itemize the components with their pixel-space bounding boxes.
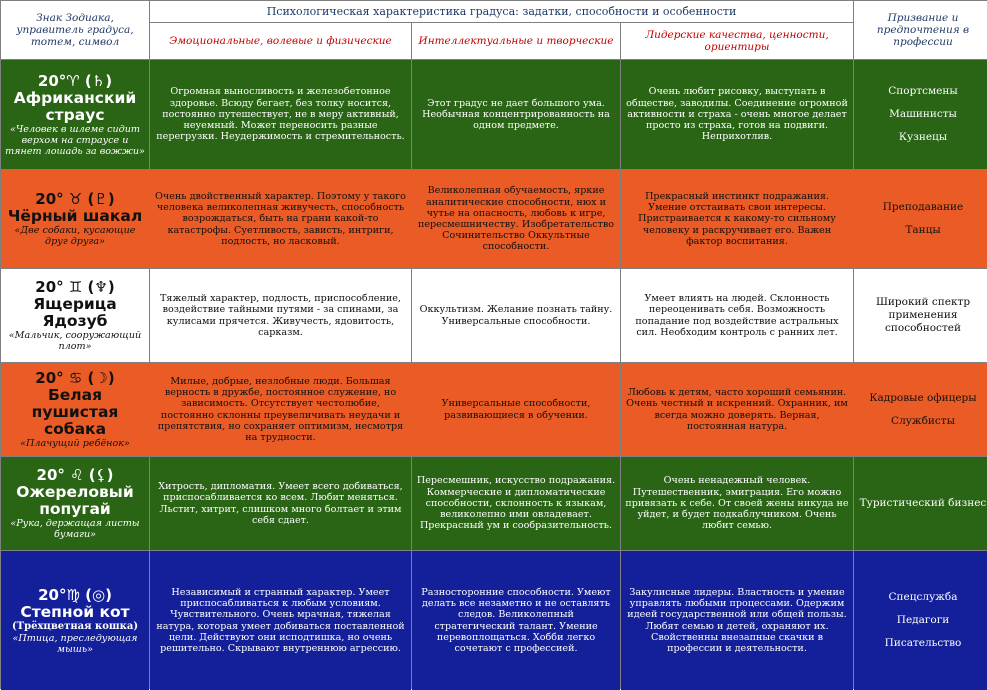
profession-item: Службисты — [891, 414, 955, 427]
profession-cell — [854, 363, 987, 456]
leader-text: Умеет влиять на людей. Склонность переоценивать себя. Возможность попадание под воздействие астральных сил. Необходим контроль с ранних лет. — [635, 293, 839, 338]
sign-cell — [1, 363, 149, 456]
totem-animal-subtitle: (Трёхцветная кошка) — [11, 620, 139, 632]
profession-cell — [854, 60, 987, 169]
profession-cell — [854, 269, 987, 362]
emotional-text: Очень двойственный характер. Поэтому у такого человека великолепная живучесть, способность возрождаться, быть на грани какой-то катастрофы. Суетливость, зависть, интриги, подлость, но ласковый. — [155, 190, 406, 247]
intellect-cell — [412, 551, 620, 690]
sign-cell — [1, 457, 149, 550]
emotional-text: Огромная выносливость и железобетонное здоровье. Всюду бегает, без толку носится, постоянно путешествует, не в меру активный, неуемный. Может переносить разные перегрузки. Неудержимость и стремительность. — [156, 86, 405, 143]
leader-cell — [621, 170, 853, 268]
profession-item: Писательство — [884, 637, 962, 649]
profession-cell — [854, 551, 987, 690]
emotional-cell — [150, 551, 411, 690]
header-leader-label: Лидерские качества, ценности, ориентиры — [645, 29, 829, 53]
zodiac-degree-symbol: 20°♍ (◎) — [38, 585, 112, 604]
emotional-text: Хитрость, дипломатия. Умеет всего добиваться, приспосабливается ко всем. Любит меняться. Льстит, хитрит, слишком много болтает и этим себя сдает. — [158, 481, 403, 526]
leader-cell — [621, 60, 853, 169]
totem-symbol-phrase: «Две собаки, кусающие друг друга» — [14, 225, 136, 247]
header-intellect-label: Интеллектуальные и творческие — [418, 35, 614, 47]
profession-item: Педагоги — [896, 614, 950, 626]
totem-animal-name: Степной кот — [20, 602, 130, 621]
profession-item: Машинисты — [889, 108, 957, 120]
intellect-text: Разносторонние способности. Умеют делать все незаметно и не оставлять следов. Великолепный стратегический талант. Умение перевоплощаться. Хобби легко сочетают с профессией. — [421, 586, 611, 654]
intellect-cell — [412, 269, 620, 362]
sign-cell — [1, 170, 149, 268]
totem-symbol-phrase: «Плачущий ребёнок» — [20, 438, 130, 449]
totem-symbol-phrase: «Птица, преследующая мышь» — [12, 632, 138, 655]
leader-cell — [621, 363, 853, 456]
totem-animal-name: Чёрный шакал — [7, 207, 143, 225]
header-group-title — [150, 1, 853, 22]
leader-cell — [621, 457, 853, 550]
header-emotional-label: Эмоциональные, волевые и физические — [169, 35, 392, 47]
emotional-cell — [150, 269, 411, 362]
intellect-text: Оккультизм. Желание познать тайну. Универсальные способности. — [419, 304, 613, 327]
totem-symbol-phrase: «Мальчик, сооружающий плот» — [8, 330, 142, 352]
leader-cell — [621, 269, 853, 362]
header-profession-column — [854, 1, 987, 59]
emotional-cell — [150, 60, 411, 169]
intellect-cell — [412, 60, 620, 169]
emotional-cell — [150, 170, 411, 268]
leader-text: Очень любит рисовку, выступать в обществе, заводилы. Соединение огромной активности и страха - очень многое делает просто из страха, готов на подвиги. Неприхотлив. — [626, 86, 848, 143]
intellect-text: Универсальные способности, развивающиеся в обучении. — [441, 398, 591, 421]
profession-item: Широкий спектр применения способностей — [875, 296, 971, 334]
zodiac-degree-symbol: 20°♈ (♄) — [37, 71, 113, 90]
header-sign-label: Знак Зодиака, управитель градуса, тотем, символ — [16, 12, 134, 48]
leader-cell — [621, 551, 853, 690]
intellect-text: Пересмешник, искусство подражания. Коммерческие и дипломатические способности, склонность к языкам, великолепно ими овладевает. Прекрасный ум и сообразительность. — [416, 475, 616, 532]
profession-item: Кадровые офицеры — [869, 391, 977, 404]
totem-symbol-phrase: «Человек в шлеме сидит верхом на страусе и тянет лошадь за вожжи» — [5, 123, 145, 157]
totem-animal-name: Ожереловый попугай — [16, 483, 134, 518]
intellect-cell — [412, 170, 620, 268]
profession-cell — [854, 457, 987, 550]
sign-cell — [1, 269, 149, 362]
emotional-cell — [150, 363, 411, 456]
zodiac-degree-symbol: 20° ♊ (♆) — [35, 278, 115, 296]
intellect-cell — [412, 363, 620, 456]
header-leader-column — [621, 23, 853, 59]
profession-item: Туристический бизнес — [859, 497, 987, 509]
leader-text: Закулисные лидеры. Властность и умение управлять любыми процессами. Одержим идеей государственной или общей пользы. Любят семью и детей, охраняют их. Свойственны внезапные скачки в профессии и деятельности. — [627, 586, 847, 654]
totem-animal-name: Белая пушистая собака — [31, 386, 119, 438]
intellect-cell — [412, 457, 620, 550]
totem-symbol-phrase: «Рука, держащая листы бумаги» — [10, 518, 140, 540]
zodiac-degree-symbol: 20° ♌ (⚸) — [36, 466, 114, 484]
emotional-text: Независимый и странный характер. Умеет приспосабливаться к любым условиям. Чувствительного. Очень мрачная, тяжелая натура, которая умеет добиваться поставленной цели. Действуют они исподтишка, но очень решительно. Скрывают внутреннюю агрессию. — [156, 586, 405, 654]
header-sign-column — [1, 1, 149, 59]
leader-text: Очень ненадежный человек. Путешественник, эмиграция. Его можно привязать к себе. От своей жены никуда не уйдет, и будет подкаблучником. Очень любит семью. — [625, 475, 849, 532]
header-profession-label: Призвание и предпочтения в профессии — [876, 12, 970, 48]
profession-cell — [854, 170, 987, 268]
header-intellect-column — [412, 23, 620, 59]
intellect-text: Этот градус не дает большого ума. Необычная концентрированность на одном предмете. — [422, 97, 610, 132]
header-emotional-column — [150, 23, 411, 59]
leader-text: Любовь к детям, часто хороший семьянин. Очень честный и искренний. Охранник, им всегда можно доверять. Верная, постоянная натура. — [626, 387, 848, 432]
header-group-label: Психологическая характеристика градуса: задатки, способности и особенности — [266, 5, 737, 18]
zodiac-degree-symbol: 20° ♉ (♇) — [35, 190, 115, 208]
profession-item: Танцы — [905, 224, 941, 236]
profession-item: Спецслужба — [888, 591, 958, 603]
profession-item: Кузнецы — [898, 131, 948, 143]
sign-cell — [1, 60, 149, 169]
intellect-text: Великолепная обучаемость, яркие аналитические способности, нюх и чутье на опасность, любовь к игре, пересмешничеству. Изобретательство Сочинительство Оккультные способности. — [417, 185, 615, 253]
emotional-text: Милые, добрые, незлобные люди. Большая верность в дружбе, постоянное служение, но зависимость. Отсутствует честолюбие, постоянно склонны преувеличивать неудачи и препятствия, но сохраняет оптимизм, несмотря на трудности. — [157, 375, 404, 443]
sign-cell — [1, 551, 149, 690]
profession-item: Преподавание — [882, 201, 964, 213]
totem-animal-name: Африканский страус — [13, 88, 137, 124]
zodiac-degree-symbol: 20° ♋ (☽) — [35, 369, 115, 387]
profession-item: Спортсмены — [888, 85, 958, 97]
emotional-text: Тяжелый характер, подлость, приспособление, воздействие тайными путями - за спинами, за кулисами прячется. Живучесть, ядовитость, сарказм. — [160, 293, 401, 338]
emotional-cell — [150, 457, 411, 550]
totem-animal-name: Ящерица Ядозуб — [33, 295, 117, 330]
leader-text: Прекрасный инстинкт подражания. Умение отстаивать свои интересы. Пристраивается к какому-то сильному человеку и раскручивает его. Важен фактор воспитания. — [638, 190, 836, 247]
